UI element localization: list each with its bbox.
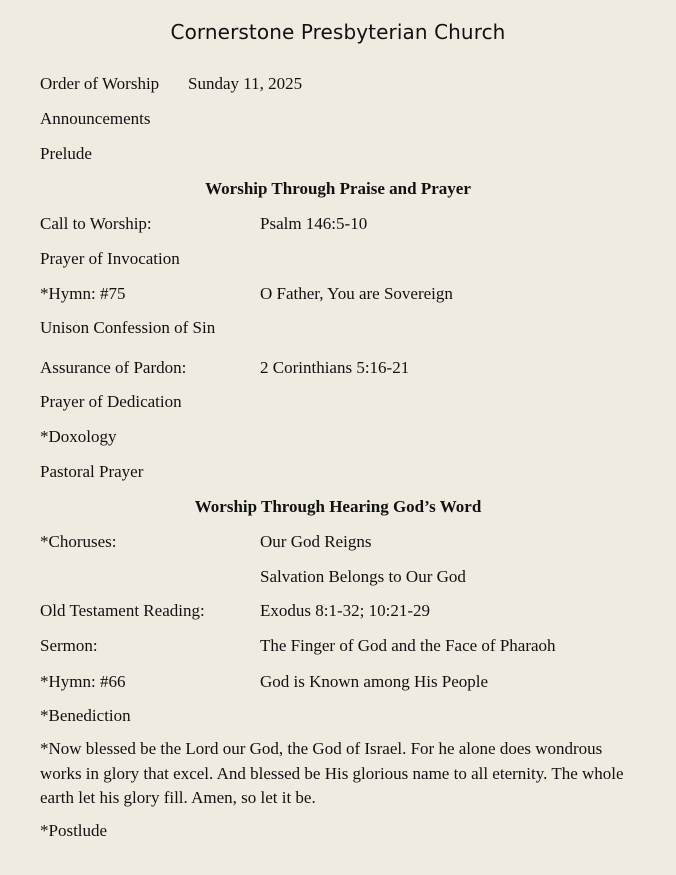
item-label: *Hymn: #75 — [40, 284, 126, 303]
prelude-item: Prelude — [40, 144, 92, 163]
item-label: *Benediction — [40, 706, 131, 725]
item-label: Prayer of Dedication — [40, 392, 182, 411]
prayer-of-invocation-item — [40, 249, 180, 269]
sermon-item — [40, 636, 556, 656]
order-label: Order of Worship — [40, 74, 160, 93]
item-value: O Father, You are Sovereign — [260, 284, 453, 303]
pastoral-prayer-item — [40, 462, 143, 482]
announcements-item: Announcements — [40, 109, 151, 128]
order-of-worship-line — [40, 74, 303, 94]
section-heading-hearing-word: Worship Through Hearing God’s Word — [194, 497, 482, 516]
prayer-of-dedication-item — [40, 392, 182, 412]
item-value: Exodus 8:1-32; 10:21-29 — [260, 601, 430, 620]
item-label: Assurance of Pardon: — [40, 358, 187, 377]
benediction-text: *Now blessed be the Lord our God, the God of Israel. For he alone does wondrous works in glory that excel. And blessed be His glorious name to all eternity. The whole earth let his glory fill. Amen, so let it be. — [40, 739, 624, 807]
item-value: Salvation Belongs to Our God — [260, 567, 466, 586]
item-label: Unison Confession of Sin — [40, 318, 216, 337]
assurance-of-pardon-item — [40, 358, 410, 378]
benediction-item — [40, 706, 131, 726]
item-label: Sermon: — [40, 636, 98, 655]
item-value: 2 Corinthians 5:16-21 — [260, 358, 410, 377]
item-value: The Finger of God and the Face of Pharaoh — [260, 636, 556, 655]
old-testament-reading-item — [40, 601, 430, 621]
hymn-66-item — [40, 672, 489, 692]
choruses-item — [40, 532, 372, 552]
item-label: Call to Worship: — [40, 214, 152, 233]
item-label: *Hymn: #66 — [40, 672, 126, 691]
item-label: *Doxology — [40, 427, 117, 446]
item-value: God is Known among His People — [260, 672, 489, 691]
item-label: Pastoral Prayer — [40, 462, 144, 481]
service-date: Sunday 11, 2025 — [188, 74, 303, 93]
call-to-worship-item — [40, 214, 368, 234]
section-heading-praise-prayer: Worship Through Praise and Prayer — [205, 179, 471, 198]
item-label: *Choruses: — [40, 532, 117, 551]
item-value: Psalm 146:5-10 — [260, 214, 368, 233]
item-label: Old Testament Reading: — [40, 601, 205, 620]
hymn-75-item — [40, 284, 453, 304]
item-value: Our God Reigns — [260, 532, 372, 551]
postlude-item: *Postlude — [40, 821, 108, 840]
doxology-item — [40, 427, 117, 447]
item-label: Prayer of Invocation — [40, 249, 180, 268]
church-title: Cornerstone Presbyterian Church — [170, 20, 506, 44]
unison-confession-item — [40, 318, 215, 338]
